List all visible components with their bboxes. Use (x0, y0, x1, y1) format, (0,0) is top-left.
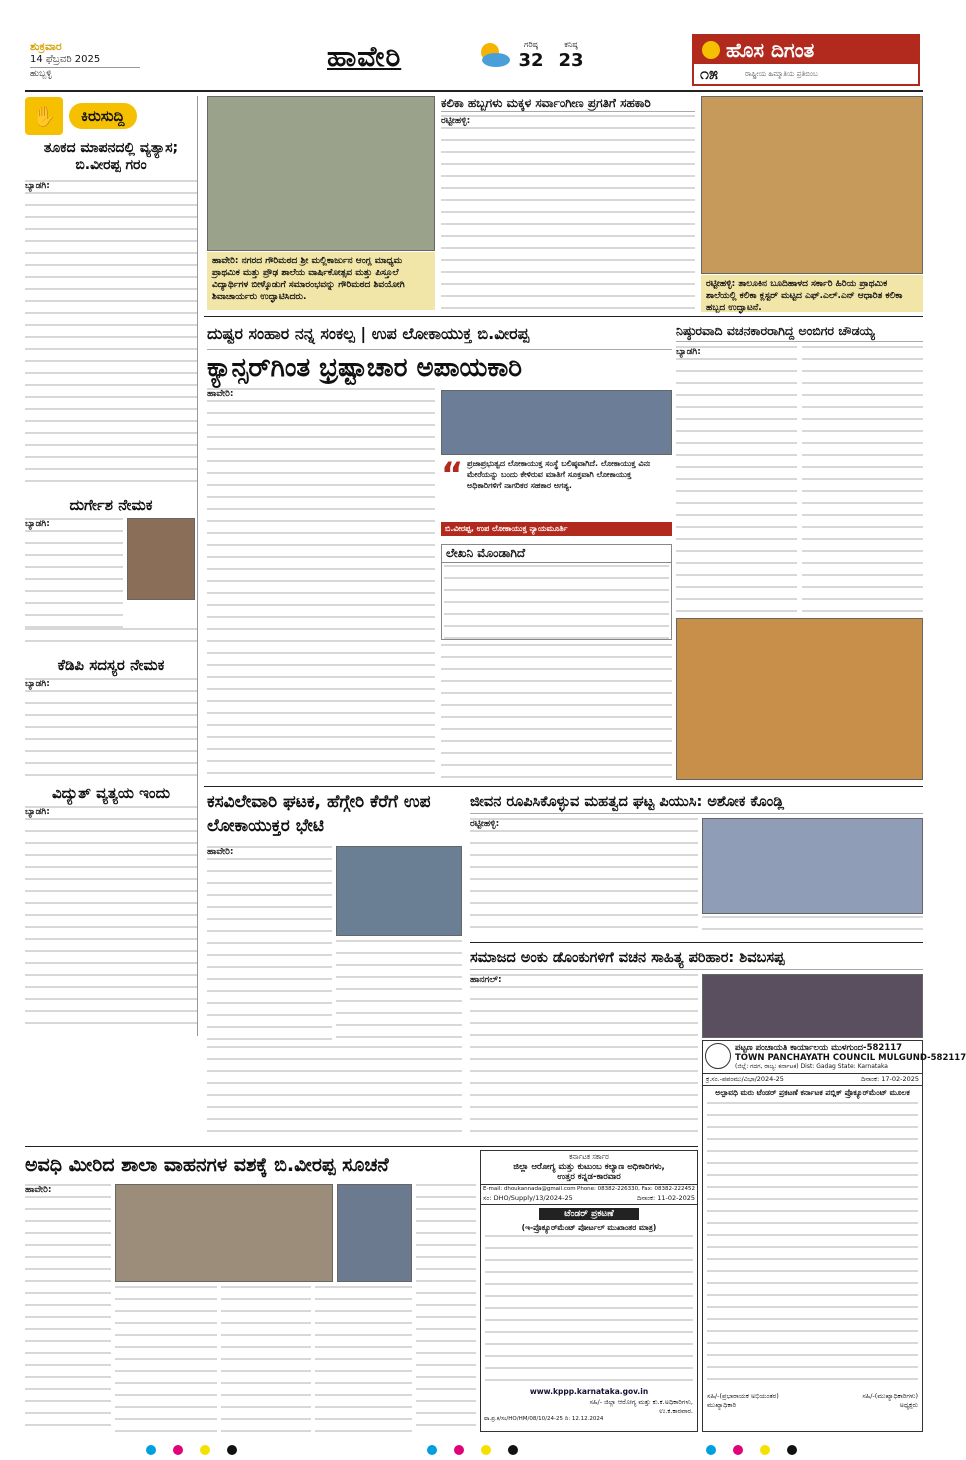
bottom-byline: ಹಾವೇರಿ: (25, 1185, 52, 1195)
emblem-icon (705, 1043, 731, 1069)
bottom-photo-1 (115, 1184, 333, 1282)
bottom-body-col5 (416, 1184, 476, 1434)
panchayath-title-en: TOWN PANCHAYATH COUNCIL MULGUND-582117 (735, 1053, 966, 1063)
chowdayya-title-bar (676, 320, 923, 342)
brief-2-byline: ಬ್ಯಾಡಗಿ: (25, 519, 50, 529)
brief-1-body (25, 180, 197, 490)
yellow-mark-icon-right (760, 1445, 770, 1455)
weather-icon (472, 40, 512, 72)
panchayath-sub: (ಜಿಲ್ಲೆ: ಗದಗ, ರಾಜ್ಯ: ಕರ್ನಾಟಕ) Dist: Gadag State: Karnataka (735, 1063, 888, 1070)
registration-marks-right (700, 1440, 803, 1459)
chowdayya-byline: ಬ್ಯಾಡಗಿ: (676, 347, 701, 357)
lead-quote-text: ಪ್ರಜಾಪ್ರಭುತ್ವದ ಲೋಕಾಯುಕ್ತ ಸಂಸ್ಥೆ ಬಲಿಷ್ಠವಾಗಿದೆ. ಲೋಕಾಯುಕ್ತ ವಿನಃ ಮೇರೆಯನ್ನು ಬಂದು ಕೇಳಿರುವ ಮಾತಿಗೆ ಸೂಕ್ತವಾಗಿ ಲೋಕಾಯುಕ್ತ ಅಧಿಕಾರಿಗಳಿಗೆ ನಾಗರಿಕರ ಸಹಕಾರ ಅಗತ್ಯ. (467, 459, 650, 490)
school-event-caption: ಹಾವೇರಿ: ನಗರದ ಗೌರಿಮಠದ ಶ್ರೀ ಮಲ್ಲಿಕಾರ್ಜುನ ಆಂಗ್ಲ ಮಾಧ್ಯಮ ಪ್ರಾಥಮಿಕ ಮತ್ತು ಪ್ರೌಢ ಶಾಲೆಯ ವಾರ್ಷಿಕೋತ್ಸವ ಮತ್ತು ಪಿಸ್ತೂಲೆ ವಿದ್ಯಾರ್ಥಿಗಳ ಬೀಳ್ಕೊಡುಗೆ ಸಮಾರಂಭವನ್ನು ಗೌರಿಮಠದ ಶಿವಯೋಗಿ ಶಿವಾಚಾರ್ಯರು ಉದ್ಘಾಟಿಸಿದರು. (207, 252, 435, 310)
bottom-body-col3 (221, 1286, 311, 1434)
puc-byline: ರಟ್ಟೀಹಳ್ಳಿ: (470, 819, 500, 829)
brief-4-title: ವಿದ್ಯುತ್ ವ್ಯತ್ಯಯ ಇಂದು (51, 784, 171, 802)
kirusuddi-column (25, 96, 198, 1036)
tender-subheading: (ಇ-ಪ್ರೊಕ್ಯೂರ್‌ಮೆಂಟ್ ಪೋರ್ಟಲ್ ಮುಖಾಂತರ ಮಾತ್ರ) (521, 1223, 657, 1232)
chowdayya-body-col2 (802, 346, 923, 614)
tender-heading: ಟೆಂಡರ್ ಪ್ರಕಟಣೆ (539, 1208, 639, 1220)
lead-kicker-bar (207, 320, 672, 350)
yellow-mark-icon-left (200, 1445, 210, 1455)
bottom-rule (25, 1146, 698, 1147)
magenta-mark-icon-left (173, 1445, 183, 1455)
masthead-logo-icon (702, 41, 720, 59)
chowdayya-body-col1 (676, 346, 797, 614)
temp-max-label: ಗರಿಷ್ಠ (524, 40, 538, 49)
masthead-block (692, 34, 920, 86)
health-tender-ad (480, 1150, 698, 1432)
panchayath-sign-left-2: ಮುಖ್ಯಾಧಿಕಾರಿ (707, 1401, 737, 1409)
tender-phone: Phone: 08382-226330, Fax: 08382-222452 (577, 1186, 695, 1192)
kasavali-body-col2 (336, 940, 462, 1042)
lead-photo (441, 390, 672, 455)
brief-2-body-cont (25, 628, 197, 652)
vachana-body-col1 (470, 974, 698, 1142)
panchayath-notice-body (707, 1102, 918, 1390)
hand-icon: ✋ (25, 97, 63, 135)
edition-title: ಹಾವೇರಿ (327, 40, 402, 73)
bottom-body-col4 (315, 1286, 412, 1434)
brief-2-body (25, 518, 123, 628)
vachana-title: ಸಮಾಜದ ಅಂಕು ಡೊಂಕುಗಳಿಗೆ ವಚನ ಸಾಹಿತ್ಯ ಪರಿಹಾರ: ಶಿವಬಸಪ್ಪ (470, 950, 785, 966)
lead-quote-source: ಬಿ.ವೀರಪ್ಪ, ಉಪ ಲೋಕಾಯುಕ್ತ ನ್ಯಾಯಮೂರ್ತಿ (441, 522, 672, 536)
puc-body-col2 (702, 916, 923, 940)
brief-3-title: ಕೆಡಿಪಿ ಸದಸ್ಯರ ನೇಮಕ (57, 656, 165, 674)
vachana-title-bar (470, 946, 923, 970)
puc-body-col1 (470, 818, 698, 938)
bottom-title: ಅವಧಿ ಮೀರಿದ ಶಾಲಾ ವಾಹನಗಳ ವಶಕ್ಕೆ ಬಿ.ವೀರಪ್ಪ ಸೂಚನೆ (25, 1154, 389, 1176)
kasavali-body-col1 (207, 846, 332, 1042)
black-mark-icon-right (787, 1445, 797, 1455)
puc-title: ಜೀವನ ರೂಪಿಸಿಕೊಳ್ಳುವ ಮಹತ್ವದ ಘಟ್ಟ ಪಿಯುಸಿ: ಅಶೋಕ ಕೊಂಡ್ಲಿ (470, 794, 785, 810)
lead-headline: ಕ್ಯಾನ್ಸರ್‌ಗಿಂತ ಭ್ರಷ್ಟಾಚಾರ ಅಪಾಯಕಾರಿ (207, 353, 522, 383)
kasavali-title-block (207, 790, 462, 842)
registration-marks-left (140, 1440, 243, 1459)
tender-sign-2: ಉ.ಕ.ಕಾರವಾರ. (659, 1407, 693, 1415)
panchayath-sign-right-2: ಅಧ್ಯಕ್ಷರು (899, 1401, 918, 1409)
tender-body (485, 1235, 693, 1385)
temp-min-block (552, 40, 590, 71)
brief-4-body (25, 806, 197, 1034)
brief-3-body (25, 678, 197, 778)
vachana-byline: ಹಾನಗಲ್: (470, 975, 502, 985)
lekhani-box (441, 544, 672, 640)
lead-kicker: ದುಷ್ಟರ ಸಂಹಾರ ನನ್ನ ಸಂಕಲ್ಪ | ಉಪ ಲೋಕಾಯುಕ್ತ ಬಿ.ವೀರಪ್ಪ (207, 324, 530, 343)
bottom-body-col2 (115, 1286, 217, 1434)
puc-title-bar (470, 790, 923, 814)
portrait-photo (127, 518, 195, 600)
kalika-story (441, 96, 695, 312)
tender-org-1: ಕರ್ನಾಟಕ ಸರ್ಕಾರ (569, 1153, 609, 1161)
kalika-title: ಕಲಿಕಾ ಹಬ್ಬಗಳು ಮಕ್ಕಳ ಸರ್ವಾಂಗೀಣ ಪ್ರಗತಿಗೆ ಸಹಕಾರಿ (441, 96, 695, 112)
bottom-body-col1 (25, 1184, 111, 1434)
temp-max-block (512, 40, 550, 71)
masthead-bar (694, 36, 918, 64)
cyan-mark-icon (427, 1445, 437, 1455)
brief-1-byline: ಬ್ಯಾಡಗಿ: (25, 181, 50, 191)
mid-rule (204, 786, 923, 787)
day-label: ಶುಕ್ರವಾರ (30, 40, 62, 53)
magenta-mark-icon-right (733, 1445, 743, 1455)
brief-1-title: ತೂಕದ ಮಾಪನದಲ್ಲಿ ವ್ಯತ್ಯಾಸ; ಬಿ.ವೀರಪ್ಪ ಗರಂ (43, 140, 179, 173)
magenta-mark-icon (454, 1445, 464, 1455)
brief-3-byline: ಬ್ಯಾಡಗಿ: (25, 679, 50, 689)
kasavali-body-col3 (207, 1046, 462, 1142)
quote-mark-icon: “ (441, 455, 464, 495)
kasavali-title: ಕಸವಿಲೇವಾರಿ ಘಟಕ, ಹೆಗ್ಗೇರಿ ಕೆರೆಗೆ ಉಪ ಲೋಕಾಯುಕ್ತರ ಭೇಟಿ (207, 792, 431, 836)
header-rule (25, 90, 923, 92)
kalika-body (441, 115, 695, 311)
panchayath-ref: ಕ್ರ.ಸಂ.-ಪಪಂಮು/ವಿಭಾ/2024-25 (706, 1075, 784, 1083)
city-label: ಹುಬ್ಬಳ್ಳಿ (30, 67, 140, 79)
bottom-photo-2 (337, 1184, 412, 1282)
tender-code: ವಾ.ಪ್ರ.ಕ/ಸಂ/HO/HM/08/10/24-25 ದಿ: 12.12.2024 (484, 1416, 604, 1422)
kirusuddi-banner (25, 96, 197, 136)
tender-org-3: ಉತ್ತರ ಕನ್ನಡ-ಕಾರವಾರ (557, 1172, 621, 1182)
tender-ref: ಸಂ: DHO/Supply/13/2024-25 (483, 1194, 573, 1202)
tender-org-2: ಜಿಲ್ಲಾ ಆರೋಗ್ಯ ಮತ್ತು ಕುಟುಂಬ ಕಲ್ಯಾಣ ಅಧಿಕಾರಿಗಳು, (513, 1162, 665, 1172)
date-block (30, 40, 140, 79)
temp-min-label: ಕನಿಷ್ಠ (564, 40, 578, 49)
lead-byline: ಹಾವೇರಿ: (207, 389, 234, 399)
lead-body-col2 (441, 644, 672, 780)
kalika-fest-photo (701, 96, 923, 274)
panchayath-sign-left: ಸಹಿ/-(ಪ್ರಭಾರಾಯಕ ಅಭಿಯಂತರ) (707, 1392, 779, 1400)
page-number: ೧೫ (700, 64, 718, 83)
black-mark-icon-left (227, 1445, 237, 1455)
lead-body-col1 (207, 388, 435, 780)
brief-4-byline: ಬ್ಯಾಡಗಿ: (25, 807, 50, 817)
tender-email: E-mail: dhoukannada@gmail.com (483, 1186, 576, 1192)
kalika-fest-caption: ರಟ್ಟೀಹಳ್ಳಿ: ತಾಲೂಕಿನ ಬೂದಿಹಾಳದ ಸರ್ಕಾರಿ ಹಿರಿಯ ಪ್ರಾಥಮಿಕ ಶಾಲೆಯಲ್ಲಿ ಕಲಿಕಾ ಕ್ಲಸ್ಟರ್ ಮಟ್ಟದ ಎಫ್.ಎಲ್.ಎನ್ ಆಧಾರಿತ ಕಲಿಕಾ ಹಬ್ಬದ ಉದ್ಘಾಟನೆ. (701, 275, 923, 312)
tender-date: ದಿನಾಂಕ: 11-02-2025 (637, 1194, 695, 1202)
lead-headline-bar (207, 350, 672, 386)
chowdayya-photo (676, 618, 923, 780)
puc-rule (470, 942, 923, 943)
top-row-rule (204, 316, 923, 317)
tender-sign: ಸಹಿ/- ಜಿಲ್ಲಾ ಆರೋಗ್ಯ ಮತ್ತು ಕು.ಕ.ಅಧಿಕಾರಿಗಳು, (589, 1398, 693, 1406)
panchayath-tender-ad (702, 1040, 966, 1432)
chowdayya-title: ನಿಷ್ಠುರವಾದಿ ವಚನಕಾರರಾಗಿದ್ದ ಅಂಬಿಗರ ಚೌಡಯ್ಯ (676, 323, 875, 338)
temp-max-value: 32 (518, 50, 544, 71)
kasavali-byline: ಹಾವೇರಿ: (207, 847, 234, 857)
vachana-photo (702, 974, 923, 1038)
cyan-mark-icon-left (146, 1445, 156, 1455)
masthead-tagline: ರಾಷ್ಟ್ರೀಯ ಹಿಮ್ಮಾತಿಯ ಪ್ರತಿಬಿಂಬ (745, 69, 818, 78)
tender-url-link[interactable]: www.kppp.karnataka.gov.in (529, 1387, 649, 1396)
panchayath-sign-right: ಸಹಿ/-(ಮುಖ್ಯಾಧಿಕಾರಿಗಳು) (862, 1392, 918, 1400)
lead-quote-box (441, 455, 672, 540)
edition-title-block (327, 40, 472, 78)
kasavali-photo (336, 846, 462, 936)
school-event-photo (207, 96, 435, 251)
yellow-mark-icon (481, 1445, 491, 1455)
lekhani-body (444, 565, 669, 639)
brief-2-title: ದುರ್ಗೇಶ ನೇಮಕ (69, 496, 153, 514)
puc-photo (702, 818, 923, 914)
panchayath-title-kn: ಪಟ್ಟಣ ಪಂಚಾಯತಿ ಕಾರ್ಯಾಲಯ ಮುಳಗುಂದ-582117 (735, 1043, 903, 1053)
kalika-byline: ರಟ್ಟೀಹಳ್ಳಿ: (441, 116, 471, 126)
masthead-title: ಹೊಸ ದಿಗಂತ (726, 38, 815, 62)
panchayath-date: ದಿನಾಂಕ: 17-02-2025 (861, 1075, 919, 1083)
panchayath-notice-heading: ಅಲ್ಪಾವಧಿ ಮರು ಟೆಂಡರ್ ಪ್ರಕಟಣೆ ಕರ್ನಾಟಕ ಪಬ್ಲಿಕ್ ಪ್ರೊಕ್ಯೂರ್‌ಮೆಂಟ್ ಮೂಲಕ (715, 1088, 910, 1097)
cyan-mark-icon-right (706, 1445, 716, 1455)
lekhani-title: ಲೇಖನಿ ಮೊಂಡಾಗಿದೆ (442, 545, 671, 563)
black-mark-icon (508, 1445, 518, 1455)
date-label: 14 ಫೆಬ್ರವರಿ 2025 (30, 54, 101, 65)
kirusuddi-label: ಕಿರುಸುದ್ದಿ (69, 103, 137, 129)
temp-min-value: 23 (558, 50, 584, 71)
